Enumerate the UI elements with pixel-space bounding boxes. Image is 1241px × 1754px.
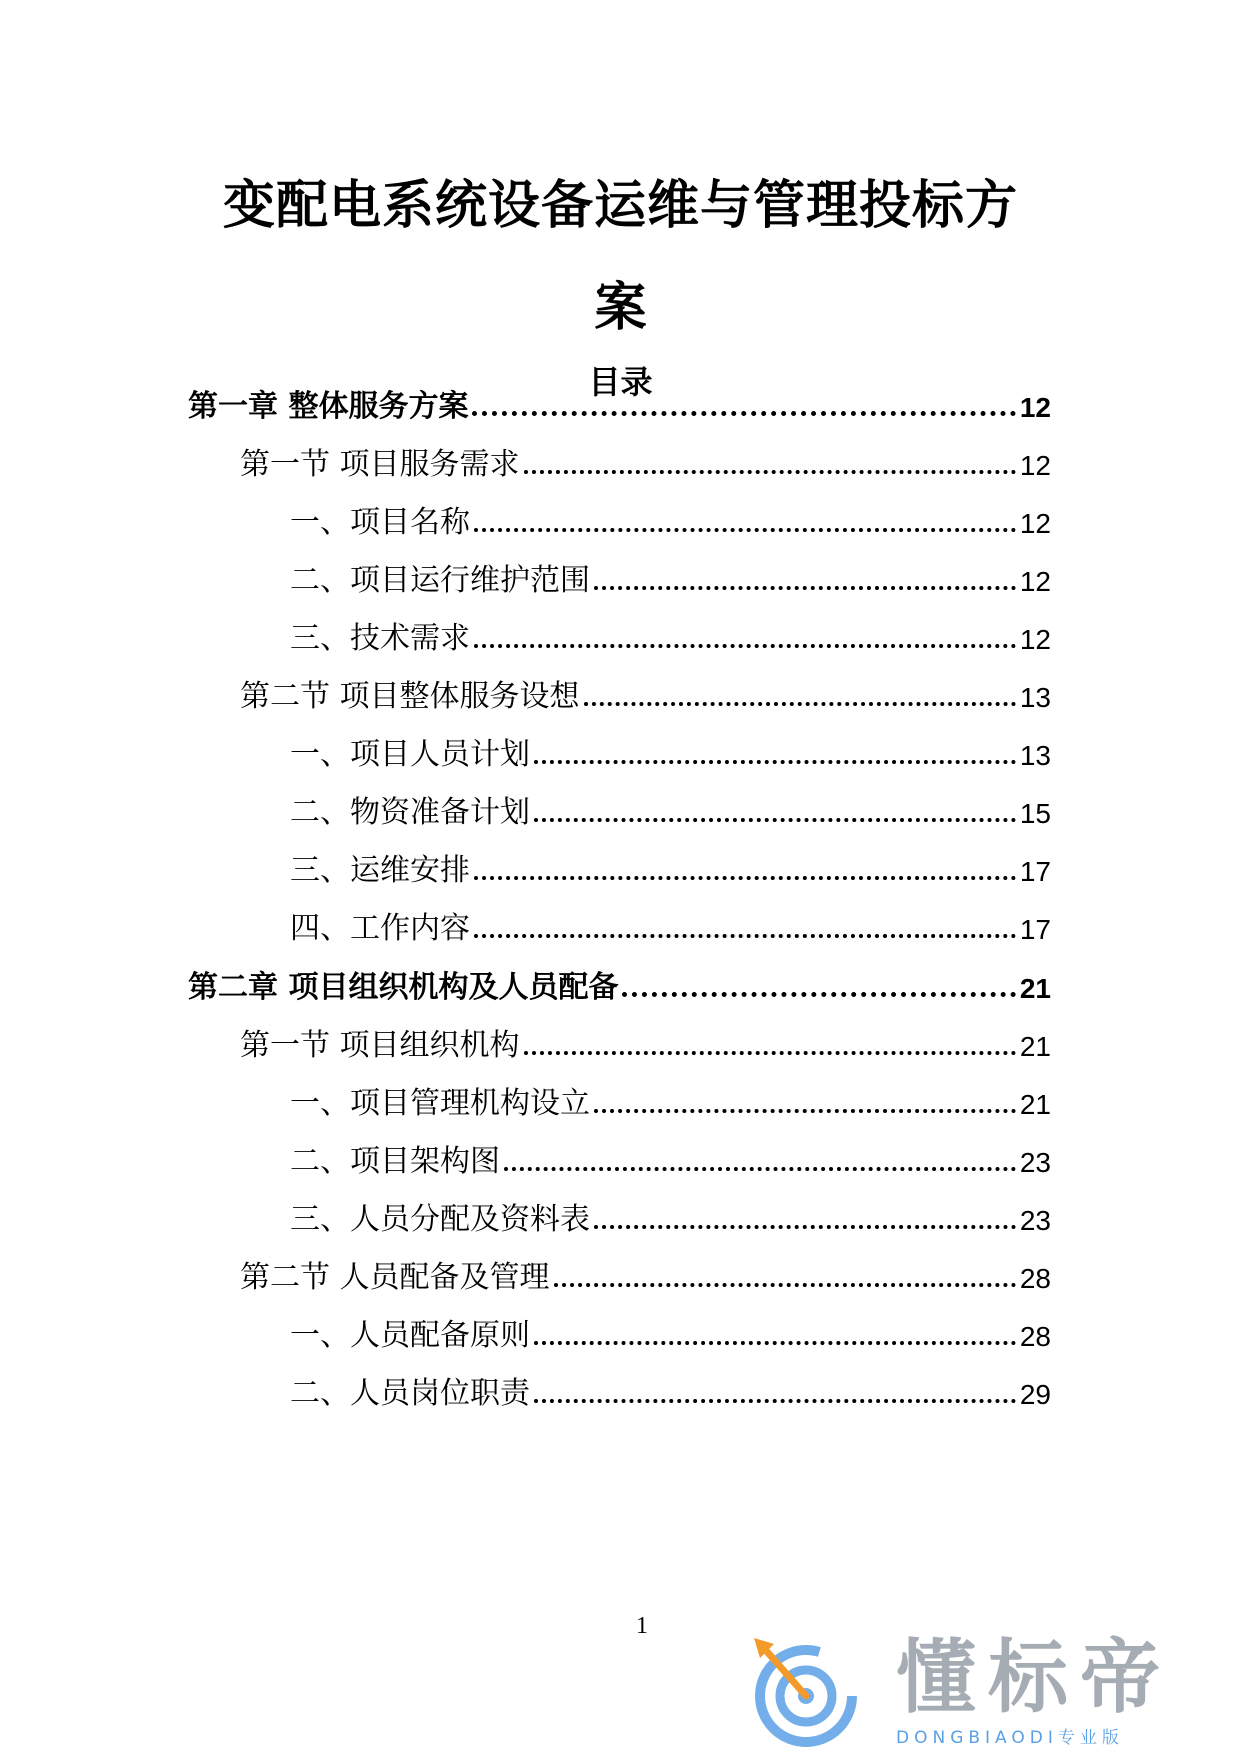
toc-entry-page: 23 — [1019, 1147, 1051, 1178]
toc-entry-page: 12 — [1019, 566, 1051, 597]
toc-entry[interactable] — [240, 1253, 1051, 1293]
toc-entry[interactable] — [290, 788, 1051, 828]
toc-leader-dots — [622, 992, 1015, 997]
toc-entry-label: 第一节 项目服务需求 — [240, 447, 520, 482]
toc-entry-page: 29 — [1019, 1379, 1051, 1410]
toc-leader-dots — [534, 1399, 1016, 1403]
toc-entry-page: 15 — [1019, 798, 1051, 829]
toc-entry-label: 一、人员配备原则 — [290, 1318, 530, 1353]
toc-entry-page: 12 — [1019, 624, 1051, 655]
watermark-brand: 懂标帝 — [896, 1631, 1172, 1724]
toc-entry-label: 第一章 整体服务方案 — [188, 389, 469, 424]
watermark-subtitle: DONGBIAODI专业版 — [896, 1728, 1124, 1748]
toc-leader-dots — [524, 1051, 1016, 1055]
toc-entry[interactable] — [290, 498, 1051, 538]
toc-entry-label: 一、项目名称 — [290, 505, 470, 540]
toc-heading: 目录 — [588, 363, 653, 401]
toc-leader-dots — [534, 760, 1016, 764]
toc-entry-label: 二、物资准备计划 — [290, 795, 530, 830]
toc-entry-label: 四、工作内容 — [290, 911, 470, 946]
toc-entry[interactable] — [290, 614, 1051, 654]
toc-entry-page: 23 — [1019, 1205, 1051, 1236]
toc-leader-dots — [534, 818, 1016, 822]
toc-leader-dots — [474, 934, 1016, 938]
toc-entry-page: 12 — [1019, 508, 1051, 539]
toc-entry-page: 13 — [1019, 682, 1051, 713]
toc-entry-label: 第二节 人员配备及管理 — [240, 1260, 550, 1295]
toc-entry[interactable] — [290, 1195, 1051, 1235]
toc-entry-label: 二、项目运行维护范围 — [290, 563, 590, 598]
toc-entry-page: 28 — [1019, 1263, 1051, 1294]
toc-entry[interactable] — [188, 963, 1051, 1003]
document-title: 变配电系统设备运维与管理投标方 — [222, 176, 1018, 236]
toc-leader-dots — [474, 644, 1016, 648]
toc-entry[interactable] — [290, 1369, 1051, 1409]
toc-entry-page: 21 — [1019, 1089, 1051, 1120]
toc-entry-page: 12 — [1019, 392, 1051, 423]
toc-leader-dots — [594, 1225, 1016, 1229]
toc-entry-label: 一、项目人员计划 — [290, 737, 530, 772]
toc-leader-dots — [524, 470, 1016, 474]
toc-entry-label: 第二节 项目整体服务设想 — [240, 679, 580, 714]
toc-entry-label: 二、人员岗位职责 — [290, 1376, 530, 1411]
toc-leader-dots — [584, 702, 1016, 706]
toc-entry[interactable] — [240, 440, 1051, 480]
toc-leader-dots — [472, 411, 1015, 416]
toc-entry-page: 17 — [1019, 914, 1051, 945]
toc-entry[interactable] — [290, 1311, 1051, 1351]
toc-entry-label: 三、技术需求 — [290, 621, 470, 656]
toc-entry[interactable] — [290, 904, 1051, 944]
toc-entry-page: 12 — [1019, 450, 1051, 481]
toc-entry-page: 28 — [1019, 1321, 1051, 1352]
target-arrow-icon — [748, 1636, 864, 1748]
toc-entry-label: 二、项目架构图 — [290, 1144, 500, 1179]
toc-leader-dots — [474, 876, 1016, 880]
toc-entry-label: 第一节 项目组织机构 — [240, 1028, 520, 1063]
toc-entry[interactable] — [290, 1137, 1051, 1177]
toc-entry[interactable] — [290, 846, 1051, 886]
toc-leader-dots — [504, 1167, 1016, 1171]
toc-entry-page: 21 — [1019, 973, 1051, 1004]
toc-leader-dots — [534, 1341, 1016, 1345]
toc-entry-label: 第二章 项目组织机构及人员配备 — [188, 970, 619, 1005]
toc-entry[interactable] — [240, 1021, 1051, 1061]
toc-entry-page: 21 — [1019, 1031, 1051, 1062]
toc-entry-page: 17 — [1019, 856, 1051, 887]
toc-leader-dots — [474, 528, 1016, 532]
toc-leader-dots — [594, 1109, 1016, 1113]
toc-entry-label: 三、运维安排 — [290, 853, 470, 888]
toc-entry[interactable] — [290, 556, 1051, 596]
toc-entry[interactable] — [290, 1079, 1051, 1119]
watermark-logo — [748, 1630, 1218, 1748]
toc-entry-label: 一、项目管理机构设立 — [290, 1086, 590, 1121]
toc-leader-dots — [594, 586, 1016, 590]
document-title-continuation: 案 — [594, 278, 647, 338]
toc-entry[interactable] — [240, 672, 1051, 712]
toc-entry-page: 13 — [1019, 740, 1051, 771]
page-number: 1 — [636, 1613, 648, 1639]
toc-entry[interactable] — [188, 382, 1051, 422]
toc-leader-dots — [554, 1283, 1016, 1287]
toc-entry[interactable] — [290, 730, 1051, 770]
toc-entry-label: 三、人员分配及资料表 — [290, 1202, 590, 1237]
